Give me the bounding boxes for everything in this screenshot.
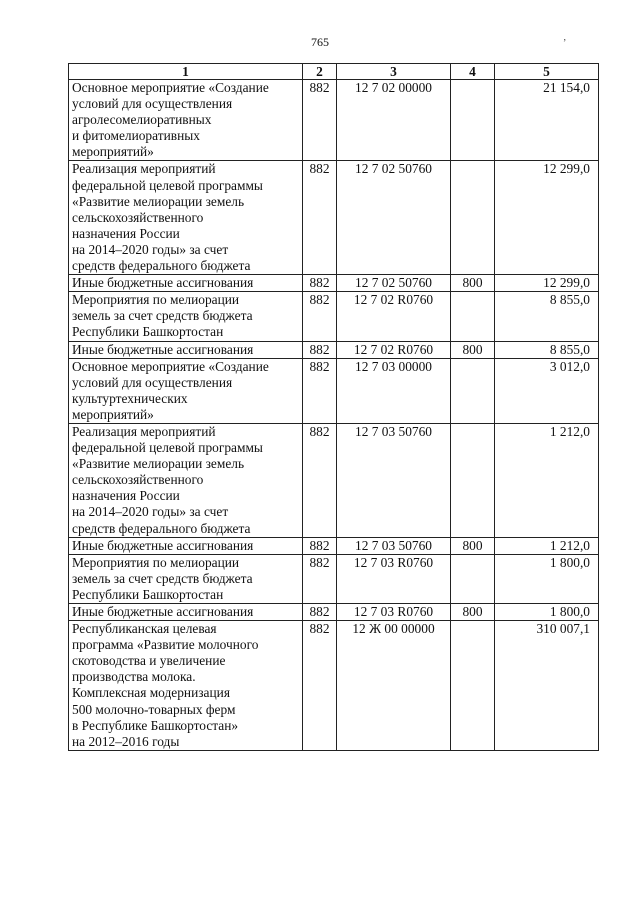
row-name-line: на 2014–2020 годы» за счет <box>72 241 229 257</box>
row-name-line: мероприятий» <box>72 144 154 160</box>
row-name-line: Реализация мероприятий <box>72 161 216 177</box>
target-article-cell: 12 7 02 R0760 <box>337 292 451 341</box>
table-row <box>69 275 599 292</box>
table-row <box>69 537 599 554</box>
row-name-line: в Республике Башкортостан» <box>72 717 239 733</box>
table-row <box>69 341 599 358</box>
ministry-code-cell: 882 <box>303 554 337 603</box>
ministry-code-cell: 882 <box>303 161 337 275</box>
table-header-row <box>69 64 599 80</box>
row-name-line: федеральной целевой программы <box>72 177 263 193</box>
row-name-line: Основное мероприятие «Создание <box>72 80 269 95</box>
row-name-line: Основное мероприятие «Создание <box>72 358 269 374</box>
row-name-cell <box>69 621 303 751</box>
expense-type-cell <box>451 621 495 751</box>
amount-cell: 8 855,0 <box>495 341 599 358</box>
ministry-code-cell: 882 <box>303 341 337 358</box>
row-name-line: Иные бюджетные ассигнования <box>72 537 254 553</box>
row-name-cell <box>69 537 303 554</box>
row-name-line: «Развитие мелиорации земель <box>72 193 245 209</box>
row-name-line: на 2012–2016 годы <box>72 733 180 749</box>
row-name-line: Комплексная модернизация <box>72 685 230 701</box>
target-article-cell: 12 7 03 R0760 <box>337 554 451 603</box>
expense-type-cell <box>451 161 495 275</box>
table-row <box>69 423 599 537</box>
target-article-cell: 12 7 03 50760 <box>337 423 451 537</box>
row-name-line: сельскохозяйственного <box>72 472 204 488</box>
row-name-line: «Развитие мелиорации земель <box>72 456 245 472</box>
table-row <box>69 621 599 751</box>
expense-type-cell: 800 <box>451 341 495 358</box>
ministry-code-cell: 882 <box>303 358 337 423</box>
row-name-line: программа «Развитие молочного <box>72 637 259 653</box>
amount-cell: 3 012,0 <box>495 358 599 423</box>
ministry-code-cell: 882 <box>303 292 337 341</box>
budget-table <box>68 63 599 751</box>
row-name-line: и фитомелиоративных <box>72 128 200 144</box>
row-name-line: федеральной целевой программы <box>72 440 263 456</box>
row-name-cell <box>69 275 303 292</box>
row-name-line: Республики Башкортостан <box>72 324 224 340</box>
row-name-line: производства молока. <box>72 669 196 685</box>
row-name-cell <box>69 161 303 275</box>
row-name-line: средств федерального бюджета <box>72 520 251 536</box>
header-col-2: 2 <box>303 64 337 80</box>
target-article-cell: 12 7 03 00000 <box>337 358 451 423</box>
row-name-cell <box>69 604 303 621</box>
row-name-line: Мероприятия по мелиорации <box>72 292 240 308</box>
table-row <box>69 604 599 621</box>
table-row <box>69 554 599 603</box>
row-name-line: скотоводства и увеличение <box>72 653 226 669</box>
expense-type-cell <box>451 554 495 603</box>
row-name-line: земель за счет средств бюджета <box>72 570 253 586</box>
row-name-line: Иные бюджетные ассигнования <box>72 275 254 291</box>
amount-cell: 310 007,1 <box>495 621 599 751</box>
row-name-line: земель за счет средств бюджета <box>72 308 253 324</box>
row-name-line: агролесомелиоративных <box>72 112 212 128</box>
table-row <box>69 161 599 275</box>
row-name-line: назначения России <box>72 225 180 241</box>
amount-cell: 21 154,0 <box>495 80 599 161</box>
row-name-cell <box>69 80 303 161</box>
row-name-line: Мероприятия по мелиорации <box>72 554 240 570</box>
target-article-cell: 12 7 02 00000 <box>337 80 451 161</box>
ministry-code-cell: 882 <box>303 275 337 292</box>
row-name-line: средств федерального бюджета <box>72 258 251 274</box>
ministry-code-cell: 882 <box>303 621 337 751</box>
corner-mark: ’ <box>563 38 567 49</box>
row-name-line: Иные бюджетные ассигнования <box>72 341 254 357</box>
table-row <box>69 292 599 341</box>
expense-type-cell: 800 <box>451 537 495 554</box>
target-article-cell: 12 7 03 50760 <box>337 537 451 554</box>
table-row <box>69 358 599 423</box>
expense-type-cell <box>451 358 495 423</box>
row-name-line: условий для осуществления <box>72 374 233 390</box>
row-name-cell <box>69 358 303 423</box>
row-name-cell <box>69 341 303 358</box>
row-name-line: на 2014–2020 годы» за счет <box>72 504 229 520</box>
row-name-line: Республики Башкортостан <box>72 586 224 602</box>
amount-cell: 1 800,0 <box>495 604 599 621</box>
header-col-5: 5 <box>495 64 599 80</box>
amount-cell: 12 299,0 <box>495 161 599 275</box>
header-col-4: 4 <box>451 64 495 80</box>
target-article-cell: 12 7 03 R0760 <box>337 604 451 621</box>
row-name-cell <box>69 423 303 537</box>
expense-type-cell: 800 <box>451 604 495 621</box>
ministry-code-cell: 882 <box>303 537 337 554</box>
row-name-line: 500 молочно-товарных ферм <box>72 701 236 717</box>
row-name-line: назначения России <box>72 488 180 504</box>
amount-cell: 12 299,0 <box>495 275 599 292</box>
row-name-line: Республиканская целевая <box>72 621 217 637</box>
ministry-code-cell: 882 <box>303 423 337 537</box>
expense-type-cell: 800 <box>451 275 495 292</box>
target-article-cell: 12 7 02 R0760 <box>337 341 451 358</box>
row-name-line: мероприятий» <box>72 406 154 422</box>
expense-type-cell <box>451 80 495 161</box>
row-name-line: Реализация мероприятий <box>72 423 216 439</box>
row-name-line: культуртехнических <box>72 390 188 406</box>
header-col-1: 1 <box>69 64 303 80</box>
target-article-cell: 12 Ж 00 00000 <box>337 621 451 751</box>
row-name-line: Иные бюджетные ассигнования <box>72 604 254 619</box>
row-name-line: условий для осуществления <box>72 96 233 112</box>
target-article-cell: 12 7 02 50760 <box>337 161 451 275</box>
header-col-3: 3 <box>337 64 451 80</box>
ministry-code-cell: 882 <box>303 604 337 621</box>
expense-type-cell <box>451 423 495 537</box>
page-number: 765 <box>311 35 329 49</box>
amount-cell: 1 800,0 <box>495 554 599 603</box>
amount-cell: 1 212,0 <box>495 537 599 554</box>
amount-cell: 1 212,0 <box>495 423 599 537</box>
row-name-cell <box>69 292 303 341</box>
row-name-cell <box>69 554 303 603</box>
row-name-line: сельскохозяйственного <box>72 209 204 225</box>
expense-type-cell <box>451 292 495 341</box>
table-row <box>69 80 599 161</box>
target-article-cell: 12 7 02 50760 <box>337 275 451 292</box>
ministry-code-cell: 882 <box>303 80 337 161</box>
amount-cell: 8 855,0 <box>495 292 599 341</box>
table-body <box>69 80 599 751</box>
